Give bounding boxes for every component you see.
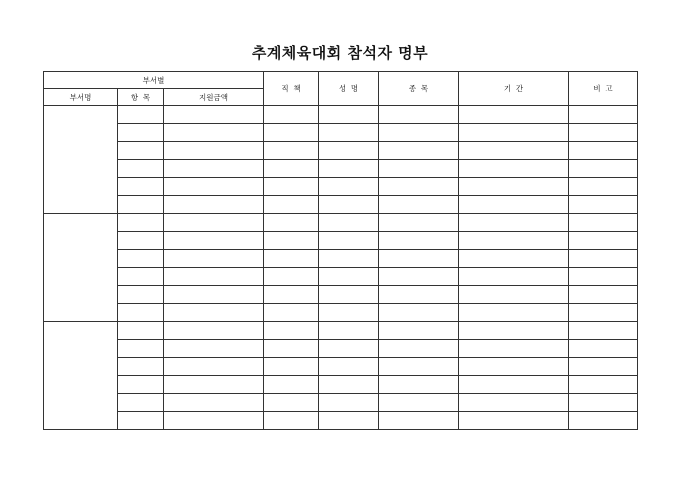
table-row [44,412,638,430]
name-cell[interactable] [319,394,379,412]
amount-cell[interactable] [164,268,264,286]
amount-cell[interactable] [164,340,264,358]
period-cell[interactable] [459,214,569,232]
period-cell[interactable] [459,196,569,214]
table-row [44,376,638,394]
header-period: 기 간 [459,72,569,106]
event-cell[interactable] [379,358,459,376]
item-cell[interactable] [118,394,164,412]
period-cell[interactable] [459,106,569,124]
amount-cell[interactable] [164,196,264,214]
table-row [44,160,638,178]
event-cell[interactable] [379,412,459,430]
amount-cell[interactable] [164,250,264,268]
amount-cell[interactable] [164,322,264,340]
position-cell[interactable] [264,232,319,250]
item-cell[interactable] [118,268,164,286]
amount-cell[interactable] [164,358,264,376]
table-row [44,214,638,232]
position-cell[interactable] [264,142,319,160]
period-cell[interactable] [459,286,569,304]
amount-cell[interactable] [164,178,264,196]
name-cell[interactable] [319,340,379,358]
table-row [44,322,638,340]
table-row [44,124,638,142]
name-cell[interactable] [319,304,379,322]
table-row [44,286,638,304]
remarks-cell[interactable] [569,214,638,232]
position-cell[interactable] [264,286,319,304]
amount-cell[interactable] [164,160,264,178]
header-department-name: 부서명 [44,89,118,106]
table-row [44,178,638,196]
position-cell[interactable] [264,304,319,322]
event-cell[interactable] [379,340,459,358]
item-cell[interactable] [118,142,164,160]
header-position: 직 책 [264,72,319,106]
name-cell[interactable] [319,412,379,430]
item-cell[interactable] [118,160,164,178]
amount-cell[interactable] [164,412,264,430]
item-cell[interactable] [118,376,164,394]
table-row [44,394,638,412]
amount-cell[interactable] [164,214,264,232]
roster-body [44,106,638,430]
position-cell[interactable] [264,340,319,358]
name-cell[interactable] [319,286,379,304]
item-cell[interactable] [118,412,164,430]
period-cell[interactable] [459,304,569,322]
table-row [44,142,638,160]
amount-cell[interactable] [164,376,264,394]
name-cell[interactable] [319,376,379,394]
item-cell[interactable] [118,358,164,376]
document-title: 추계체육대회 참석자 명부 [251,44,429,62]
remarks-cell[interactable] [569,124,638,142]
remarks-cell[interactable] [569,196,638,214]
header-item: 항 목 [118,89,164,106]
position-cell[interactable] [264,358,319,376]
name-cell[interactable] [319,142,379,160]
table-row [44,358,638,376]
table-row [44,250,638,268]
name-cell[interactable] [319,124,379,142]
header-support-amount: 지원금액 [164,89,264,106]
table-row [44,232,638,250]
name-cell[interactable] [319,268,379,286]
event-cell[interactable] [379,376,459,394]
position-cell[interactable] [264,196,319,214]
period-cell[interactable] [459,394,569,412]
period-cell[interactable] [459,178,569,196]
event-cell[interactable] [379,196,459,214]
period-cell[interactable] [459,160,569,178]
attendee-roster-table [43,71,638,430]
name-cell[interactable] [319,106,379,124]
period-cell[interactable] [459,358,569,376]
position-cell[interactable] [264,160,319,178]
item-cell[interactable] [118,124,164,142]
item-cell[interactable] [118,178,164,196]
remarks-cell[interactable] [569,160,638,178]
period-cell[interactable] [459,142,569,160]
item-cell[interactable] [118,250,164,268]
amount-cell[interactable] [164,394,264,412]
amount-cell[interactable] [164,124,264,142]
position-cell[interactable] [264,376,319,394]
name-cell[interactable] [319,214,379,232]
item-cell[interactable] [118,340,164,358]
table-row [44,196,638,214]
remarks-cell[interactable] [569,376,638,394]
remarks-cell[interactable] [569,142,638,160]
remarks-cell[interactable] [569,412,638,430]
period-cell[interactable] [459,322,569,340]
amount-cell[interactable] [164,304,264,322]
remarks-cell[interactable] [569,250,638,268]
item-cell[interactable] [118,286,164,304]
name-cell[interactable] [319,232,379,250]
remarks-cell[interactable] [569,106,638,124]
position-cell[interactable] [264,124,319,142]
event-cell[interactable] [379,286,459,304]
remarks-cell[interactable] [569,268,638,286]
table-row [44,268,638,286]
header-event: 종 목 [379,72,459,106]
position-cell[interactable] [264,214,319,232]
table-row [44,340,638,358]
item-cell[interactable] [118,322,164,340]
name-cell[interactable] [319,160,379,178]
period-cell[interactable] [459,376,569,394]
amount-cell[interactable] [164,142,264,160]
item-cell[interactable] [118,106,164,124]
position-cell[interactable] [264,178,319,196]
position-cell[interactable] [264,412,319,430]
amount-cell[interactable] [164,232,264,250]
event-cell[interactable] [379,394,459,412]
department-name-cell[interactable] [44,214,118,322]
event-cell[interactable] [379,106,459,124]
period-cell[interactable] [459,268,569,286]
period-cell[interactable] [459,412,569,430]
event-cell[interactable] [379,322,459,340]
period-cell[interactable] [459,124,569,142]
period-cell[interactable] [459,250,569,268]
position-cell[interactable] [264,394,319,412]
event-cell[interactable] [379,250,459,268]
remarks-cell[interactable] [569,322,638,340]
item-cell[interactable] [118,304,164,322]
table-row [44,304,638,322]
position-cell[interactable] [264,106,319,124]
name-cell[interactable] [319,178,379,196]
amount-cell[interactable] [164,286,264,304]
header-remarks: 비 고 [569,72,638,106]
event-cell[interactable] [379,304,459,322]
remarks-cell[interactable] [569,358,638,376]
event-cell[interactable] [379,214,459,232]
department-name-cell[interactable] [44,322,118,430]
position-cell[interactable] [264,268,319,286]
item-cell[interactable] [118,196,164,214]
event-cell[interactable] [379,232,459,250]
period-cell[interactable] [459,232,569,250]
remarks-cell[interactable] [569,394,638,412]
amount-cell[interactable] [164,106,264,124]
period-cell[interactable] [459,340,569,358]
name-cell[interactable] [319,196,379,214]
event-cell[interactable] [379,142,459,160]
department-name-cell[interactable] [44,106,118,214]
remarks-cell[interactable] [569,232,638,250]
position-cell[interactable] [264,250,319,268]
position-cell[interactable] [264,322,319,340]
remarks-cell[interactable] [569,178,638,196]
table-row [44,106,638,124]
header-name: 성 명 [319,72,379,106]
event-cell[interactable] [379,268,459,286]
remarks-cell[interactable] [569,304,638,322]
name-cell[interactable] [319,250,379,268]
event-cell[interactable] [379,178,459,196]
item-cell[interactable] [118,232,164,250]
remarks-cell[interactable] [569,340,638,358]
name-cell[interactable] [319,358,379,376]
name-cell[interactable] [319,322,379,340]
remarks-cell[interactable] [569,286,638,304]
event-cell[interactable] [379,160,459,178]
event-cell[interactable] [379,124,459,142]
item-cell[interactable] [118,214,164,232]
header-department-group: 부서별 [44,72,264,89]
